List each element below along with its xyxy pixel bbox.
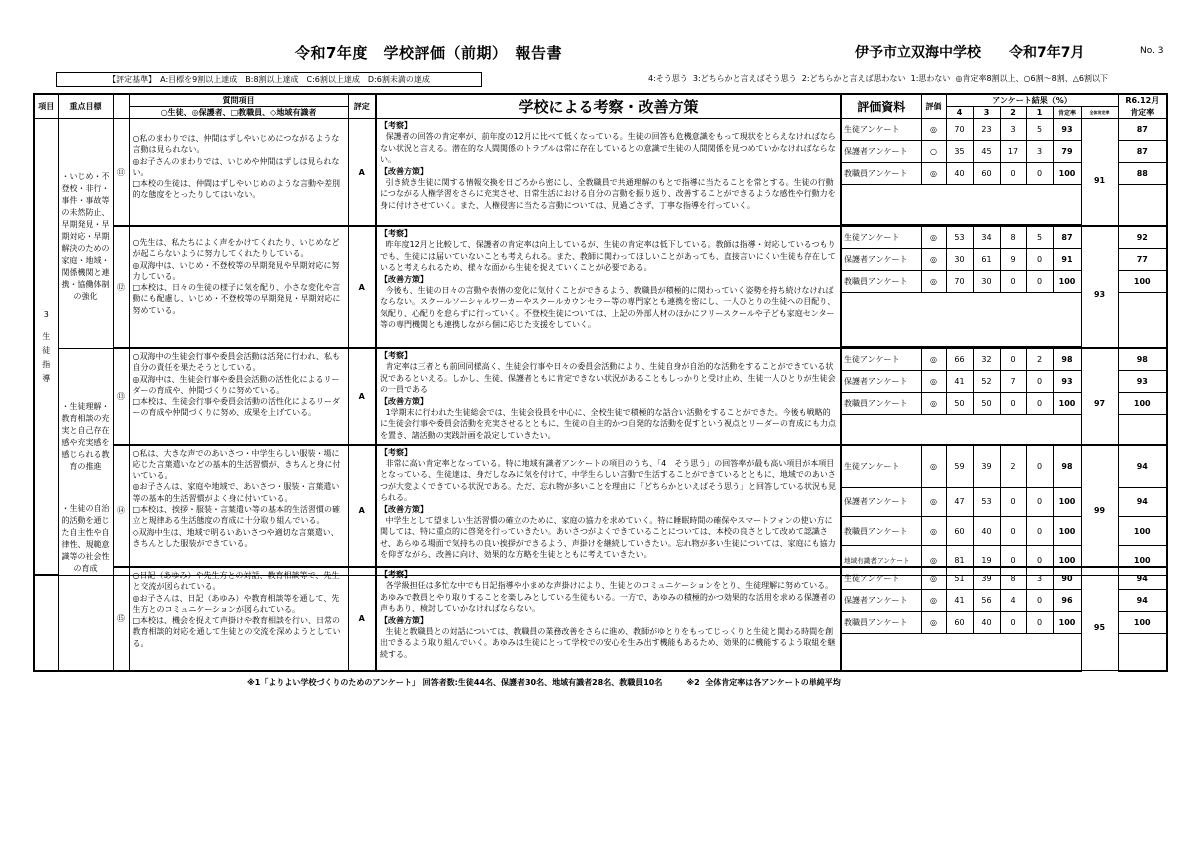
- survey-eval: ◎: [921, 487, 946, 516]
- question-staff: □本校は、生徒会行事や委員会活動の活性化によるリーダーの育成や仲間づくりに努め、成果を上げている。: [132, 397, 341, 418]
- survey-rate: 100: [1053, 487, 1081, 516]
- header-col2: 2: [1000, 107, 1026, 119]
- row-number: ⑫: [113, 226, 129, 348]
- survey-v1: 3: [1026, 141, 1053, 163]
- question-cell: [129, 119, 348, 227]
- survey-v1: 2: [1026, 348, 1053, 371]
- survey-v2: 0: [1000, 163, 1026, 185]
- survey-v3: 39: [973, 567, 1000, 590]
- observation-text: 各学級担任は多忙な中でも日記指導や小まめな声掛けにより、生徒とのコミュニケーションをとり、生徒理解に努めている。あゆみで教員とやり取りすることを楽しみとしている生徒もいる。一方で、あゆみの積極的かつ効果的な活用を求める保護者の声もあり、検討していかなければならない。: [380, 581, 836, 614]
- survey-v2: 0: [1000, 517, 1026, 546]
- plan-text: 1学期末に行われた生徒総会では、生徒会役員を中心に、全校生徒で積極的な話合い活動をすることができた。今後も戦略的に生徒会行事や委員会活動を充実させるとともに、生徒の自主的かつ自発的な活動を促すという視点とリーダーの育成にも力点を置き、諸活動の実践計画を設定していきたい。: [380, 408, 836, 440]
- question-student: ○日記（あゆみ）や先生方との対話、教育相談等で、先生と交流が図られている。: [132, 571, 340, 592]
- header-category: 項目: [34, 94, 58, 119]
- school-name-date: 伊予市立双海中学校 令和7年7月: [855, 45, 1085, 61]
- survey-eval: ◎: [921, 371, 946, 393]
- plan-heading: 【改善方策】: [380, 274, 428, 284]
- survey-v4: 30: [946, 249, 973, 271]
- survey-prev: 100: [1118, 271, 1167, 293]
- survey-eval: ◎: [921, 546, 946, 575]
- observation-heading: 【考察】: [380, 121, 412, 130]
- question-staff: □本校の生徒は、仲間はずしやいじめのような言動や差別的な態度をとったりしてはいない。: [132, 179, 341, 200]
- survey-v4: 59: [946, 445, 973, 488]
- survey-v4: 60: [946, 612, 973, 634]
- survey-rate: 100: [1053, 393, 1081, 415]
- survey-source: 教職員アンケート: [841, 271, 921, 293]
- survey-blank: [841, 415, 1081, 445]
- survey-prev: 94: [1118, 590, 1167, 612]
- survey-v3: 50: [973, 393, 1000, 415]
- survey-v1: 0: [1026, 271, 1053, 293]
- survey-v1: 0: [1026, 445, 1053, 488]
- survey-v4: 41: [946, 590, 973, 612]
- header-col4: 4: [946, 107, 973, 119]
- survey-prev: 93: [1118, 371, 1167, 393]
- category-number: 3: [43, 309, 49, 319]
- observation-text: 非常に高い肯定率となっている。特に地域有識者アンケートの項目のうち、「4 そう思う」の回答率が最も高い項目が本項目となっている、生徒達は、身だしなみに気を付けて、中学生らしい言動で生活することができているとともに、地域でのあいさつが大変よくできている状況である。ただ、忘れ物が多いことを理由に「どちらかといえばそう思う」と回答している状況も見られる。: [380, 458, 836, 503]
- survey-source: 保護者アンケート: [841, 487, 921, 516]
- survey-source: 生徒アンケート: [841, 348, 921, 371]
- overall-rate: 93: [1081, 226, 1118, 348]
- grade-cell: A: [348, 445, 376, 576]
- plan-heading: 【改善方策】: [380, 615, 428, 625]
- survey-v3: 60: [973, 163, 1000, 185]
- survey-v3: 56: [973, 590, 1000, 612]
- observation-heading: 【考察】: [380, 351, 412, 360]
- goal-3: ・生徒の自治的活動を通じた自主性や自律性、規範意識等の社会性の育成: [61, 503, 110, 573]
- grading-criteria: 【評定基準】 A:目標を9割以上達成 B:8割以上達成 C:6割以上達成 D:6割未満の達成: [56, 72, 482, 87]
- survey-source: 生徒アンケート: [841, 119, 921, 141]
- survey-v1: 0: [1026, 163, 1053, 185]
- question-parent: ◎双海中は、生徒会行事や委員会活動の活性化によるリーダーの育成や、仲間づくりに努めている。: [132, 374, 340, 395]
- header-grade: 評定: [348, 94, 376, 119]
- survey-v4: 51: [946, 567, 973, 590]
- question-student: ○私のまわりでは、仲間はずしやいじめにつながるような言動は見られない。: [132, 134, 340, 155]
- survey-v1: 3: [1026, 567, 1053, 590]
- survey-eval: ◎: [921, 393, 946, 415]
- survey-rate: 91: [1053, 249, 1081, 271]
- question-cell: [129, 348, 348, 445]
- survey-source: 保護者アンケート: [841, 371, 921, 393]
- survey-v1: 0: [1026, 612, 1053, 634]
- survey-eval: ◎: [921, 249, 946, 271]
- survey-v4: 60: [946, 517, 973, 546]
- survey-blank: [841, 185, 1081, 225]
- header-rate: 肯定率: [1053, 107, 1081, 119]
- evaluation-table: [33, 93, 1168, 576]
- survey-prev: 100: [1118, 517, 1167, 546]
- survey-v1: 0: [1026, 249, 1053, 271]
- report-title: 令和7年度 学校評価（前期） 報告書: [295, 44, 562, 62]
- footnote: ※1「よりよい学校づくりのためのアンケート」 回答者数:生徒44名、保護者30名、地域有識者28名、教職員10名 ※2 全体肯定率は各アンケートの単純平均: [247, 678, 841, 687]
- survey-v2: 0: [1000, 487, 1026, 516]
- observation-text: 肯定率は三者とも前回同様高く、生徒会行事や日々の委員会活動により、生徒自身が自治的な活動をすることができている状況であるといえる。しかし、生徒、保護者ともに肯定できない状況があることもしっかりと受け止め、生徒一人ひとりが生徒会の一員である: [380, 362, 836, 395]
- survey-v2: 0: [1000, 393, 1026, 415]
- survey-v3: 45: [973, 141, 1000, 163]
- survey-legend: 4:そう思う 3:どちらかと言えばそう思う 2:どちらかと言えば思わない 1:思わない ◎肯定率8割以上、○6割～8割、△6割以下: [648, 74, 1108, 83]
- row-number: ⑪: [113, 119, 129, 227]
- header-eval: 評価: [921, 94, 946, 119]
- survey-rate: 87: [1053, 226, 1081, 249]
- survey-v3: 19: [973, 546, 1000, 575]
- survey-v3: 53: [973, 487, 1000, 516]
- observation-heading: 【考察】: [380, 229, 412, 238]
- survey-rate: 100: [1053, 546, 1081, 575]
- observation-text: 昨年度12月と比較して、保護者の肯定率は向上しているが、生徒の肯定率は低下している。教師は指導・対応しているつもりでも、生徒には届いていないことも考えられる。また、教師に関わってほしいことがあっても、直接言いにくい生徒も存在していると考えられるため、様々な面から生徒を捉えていくことが必要である。: [380, 240, 836, 273]
- question-student: ○先生は、私たちによく声をかけてくれたり、いじめなどが起こらないように努力してくれたりしている。: [132, 238, 340, 259]
- survey-v2: 9: [1000, 249, 1026, 271]
- header-question-items: 質問項目: [129, 94, 348, 107]
- survey-source: 保護者アンケート: [841, 249, 921, 271]
- prev-blank: [1118, 185, 1167, 227]
- survey-v3: 34: [973, 226, 1000, 249]
- survey-v2: 0: [1000, 612, 1026, 634]
- question-student: ○私は、大きな声でのあいさつ・中学生らしい服装・場に応じた言葉遣いなどの基本的生活習慣が、きちんと身に付いている。: [132, 448, 341, 481]
- question-cell: [129, 567, 348, 671]
- survey-source: 保護者アンケート: [841, 141, 921, 163]
- question-staff: □本校は、挨拶・服装・言葉遣い等の基本的生活習慣の確立と規律ある生活態度の育成に十分取り組んでいる。: [132, 504, 341, 526]
- survey-v4: 53: [946, 226, 973, 249]
- survey-v3: 32: [973, 348, 1000, 371]
- plan-text: 今後も、生徒の日々の言動や表情の変化に気付くことができるよう、教職員が積極的に関わっていく姿勢を持ち続けなければならない。スクールソーシャルワーカーやスクールカウンセラー等の専門家とも連携を密にし、一人ひとりの生徒への目配り、気配り、心配りを怠らずに行っていく。不登校生徒については、上記の外部人材のほかにフリースクールや子ども家庭センター等の専門機関とも連携しながら個に応じた支援をしていく。: [380, 286, 836, 330]
- survey-v1: 0: [1026, 517, 1053, 546]
- survey-v3: 52: [973, 371, 1000, 393]
- plan-text: 生徒と教職員との対話については、教職員の業務改善をさらに進め、教師がゆとりをもってじっくりと生徒と関わる時間を創出できるよう取り組んでいく。あゆみは生徒にとって学校での安心を生み出す機能もあるため、効果的に機能するよう取組を継続する。: [380, 627, 836, 659]
- survey-v3: 30: [973, 271, 1000, 293]
- survey-eval: ◎: [921, 567, 946, 590]
- header-material: 評価資料: [841, 94, 921, 119]
- survey-blank: [841, 293, 1081, 347]
- survey-v3: 40: [973, 517, 1000, 546]
- survey-rate: 93: [1053, 371, 1081, 393]
- survey-v2: 8: [1000, 226, 1026, 249]
- goal-2: ・生徒理解・教育相談の充実と自己存在感や充実感を感じられる教育の推進: [61, 401, 110, 471]
- survey-rate: 100: [1053, 612, 1081, 634]
- survey-prev: 94: [1118, 567, 1167, 590]
- overall-rate: 91: [1081, 119, 1118, 227]
- survey-rate: 90: [1053, 567, 1081, 590]
- question-staff: □本校は、日々の生徒の様子に気を配り、小さな変化や言動にも配慮し、いじめ・不登校等の早期発見・早期対応に努めている。: [132, 283, 341, 315]
- page-number: No. 3: [1140, 46, 1164, 56]
- question-cell: [129, 445, 348, 576]
- header-col1: 1: [1026, 107, 1053, 119]
- overall-rate: 99: [1081, 445, 1118, 576]
- survey-v4: 66: [946, 348, 973, 371]
- header-observation: 学校による考察・改善方策: [376, 94, 841, 119]
- header-col3: 3: [973, 107, 1000, 119]
- survey-v4: 70: [946, 271, 973, 293]
- survey-source: 教職員アンケート: [841, 393, 921, 415]
- survey-v4: 35: [946, 141, 973, 163]
- survey-eval: ◎: [921, 612, 946, 634]
- survey-rate: 96: [1053, 590, 1081, 612]
- question-parent: ◎お子さんのまわりでは、いじめや仲間はずしは見られない。: [132, 156, 340, 177]
- survey-v3: 40: [973, 612, 1000, 634]
- observation-text: 保護者の回答の肯定率が、前年度の12月に比べて低くなっている。生徒の回答も危機意識をもって現状をとらえなければならない状況と言える。潜在的な人間関係のトラブルは常に存在しているとの意識で生徒の人間関係を見つめていかなければならない。: [380, 132, 836, 165]
- survey-prev: 87: [1118, 119, 1167, 141]
- survey-v2: 0: [1000, 546, 1026, 575]
- survey-rate: 98: [1053, 348, 1081, 371]
- survey-eval: ◎: [921, 119, 946, 141]
- survey-eval: ◎: [921, 445, 946, 488]
- header-prev-label: R6.12月: [1118, 94, 1167, 107]
- question-staff: □本校は、機会を捉えて声掛けや教育相談を行い、日常の教育相談的対応を通して生徒との交流を深めようとしている。: [132, 616, 341, 648]
- survey-source: 生徒アンケート: [841, 445, 921, 488]
- evaluation-table-continued: [33, 566, 1168, 672]
- survey-prev: 87: [1118, 141, 1167, 163]
- survey-v2: 7: [1000, 371, 1026, 393]
- goal-cell-continued: [58, 567, 113, 671]
- question-student: ○双海中の生徒会行事や委員会活動は活発に行われ、私も自分の責任を果たそうとしている。: [132, 352, 340, 373]
- survey-v2: 0: [1000, 271, 1026, 293]
- survey-v2: 4: [1000, 590, 1026, 612]
- question-community: ◇双海中生は、地域で明るいあいさつや適切な言葉遣い、きちんとした服装ができている。: [132, 527, 339, 548]
- grade-cell: A: [348, 119, 376, 227]
- survey-v1: 0: [1026, 393, 1053, 415]
- observation-cell: [376, 567, 841, 671]
- question-cell: [129, 226, 348, 348]
- survey-prev: 100: [1118, 393, 1167, 415]
- survey-v4: 50: [946, 393, 973, 415]
- survey-blank: [841, 634, 1081, 671]
- plan-heading: 【改善方策】: [380, 396, 428, 406]
- prev-blank: [1118, 293, 1167, 349]
- goal-cell-1: [58, 119, 113, 349]
- observation-heading: 【考察】: [380, 447, 412, 457]
- survey-source: 教職員アンケート: [841, 517, 921, 546]
- overall-rate: 95: [1081, 567, 1118, 671]
- grade-cell: A: [348, 567, 376, 671]
- row-number: ⑬: [113, 348, 129, 445]
- observation-heading: 【考察】: [380, 570, 412, 579]
- survey-eval: ◎: [921, 517, 946, 546]
- survey-prev: 94: [1118, 445, 1167, 488]
- survey-v2: 8: [1000, 567, 1026, 590]
- survey-rate: 79: [1053, 141, 1081, 163]
- grade-cell: A: [348, 226, 376, 348]
- survey-rate: 93: [1053, 119, 1081, 141]
- survey-prev: 94: [1118, 487, 1167, 516]
- question-parent: ◎お子さんは、日記（あゆみ）や教育相談等を通して、先生方とのコミュニケーションが図られている。: [132, 593, 340, 614]
- survey-v4: 47: [946, 487, 973, 516]
- survey-v4: 41: [946, 371, 973, 393]
- survey-v4: 40: [946, 163, 973, 185]
- survey-eval: ◎: [921, 348, 946, 371]
- goal-1: ・いじめ・不登校・非行・事件・事故等の未然防止、早期発見・早期対応・早期解決のための家庭・地域・関係機関と連携・協働体制の強化: [61, 172, 110, 301]
- category-name: 生徒指導: [42, 331, 51, 383]
- survey-rate: 100: [1053, 271, 1081, 293]
- plan-text: 中学生として望ましい生活習慣の確立のために、家庭の協力を求めていく。特に睡眠時間の確保やスマートフォンの使い方に関しては、特に重点的に啓発を行っていきたい。あいさつがよくできていることについては、本校の良さとして改めて認識させ、あらゆる場面で気持ちの良い挨拶ができるよう、声掛けを継続していきたい。忘れ物が多い生徒については、家庭にも協力を仰ぎながら、改善に向け、効果的な方略を生徒とともに考えていきたい。: [380, 515, 836, 560]
- survey-source: 生徒アンケート: [841, 567, 921, 590]
- plan-heading: 【改善方策】: [380, 504, 428, 514]
- question-parent: ◎お子さんは、家庭や地域で、あいさつ・服装・言葉遣い等の基本的生活習慣がよく身に付いている。: [132, 482, 340, 503]
- survey-v2: 2: [1000, 445, 1026, 488]
- survey-v2: 3: [1000, 119, 1026, 141]
- survey-v1: 0: [1026, 487, 1053, 516]
- prev-blank: [1118, 634, 1167, 671]
- survey-source: 保護者アンケート: [841, 590, 921, 612]
- survey-eval: ◎: [921, 163, 946, 185]
- category-cell-continued: [34, 567, 58, 671]
- header-question-legend: ○生徒、◎保護者、□教職員、◇地域有識者: [129, 107, 348, 119]
- survey-v3: 61: [973, 249, 1000, 271]
- survey-rate: 100: [1053, 517, 1081, 546]
- category-cell: [34, 119, 58, 576]
- survey-prev: 77: [1118, 249, 1167, 271]
- survey-eval: ○: [921, 141, 946, 163]
- header-num: [113, 94, 129, 119]
- survey-rate: 98: [1053, 445, 1081, 488]
- header-survey-results: アンケート結果（%）: [946, 94, 1118, 107]
- survey-prev: 98: [1118, 348, 1167, 371]
- survey-prev: 92: [1118, 226, 1167, 249]
- observation-cell: [376, 445, 841, 576]
- grade-cell: A: [348, 348, 376, 445]
- survey-v1: 0: [1026, 546, 1053, 575]
- row-number: ⑮: [113, 567, 129, 671]
- survey-v4: 70: [946, 119, 973, 141]
- survey-rate: 100: [1053, 163, 1081, 185]
- overall-rate: 97: [1081, 348, 1118, 445]
- survey-eval: ◎: [921, 590, 946, 612]
- plan-text: 引き続き生徒に関する情報交換を日ごろから密にし、全教職員で共通理解のもとで指導に当たることを常とする。生徒の行動につながる人権学習をさらに充実させ、日常生活における自分の言動を振り返り、改善することができるような感性や行動力を身に付けさせていく。また、人権侵害に当たる言動については、見過ごさず、丁寧な指導を行っていく。: [380, 178, 836, 210]
- survey-v1: 5: [1026, 119, 1053, 141]
- survey-v1: 0: [1026, 590, 1053, 612]
- survey-source: 生徒アンケート: [841, 226, 921, 249]
- question-parent: ◎双海中は、いじめ・不登校等の早期発見や早期対応に努力している。: [132, 260, 340, 281]
- goal-cell-2: [58, 348, 113, 575]
- prev-blank: [1118, 415, 1167, 445]
- survey-prev: 100: [1118, 612, 1167, 634]
- row-number: ⑭: [113, 445, 129, 576]
- survey-v1: 0: [1026, 371, 1053, 393]
- survey-eval: ◎: [921, 226, 946, 249]
- observation-cell: [376, 348, 841, 445]
- header-overall-rate: 全体肯定率: [1081, 107, 1118, 119]
- survey-v2: 0: [1000, 348, 1026, 371]
- survey-v4: 81: [946, 546, 973, 575]
- survey-source: 地域有識者アンケート: [841, 546, 921, 575]
- survey-v3: 39: [973, 445, 1000, 488]
- survey-source: 教職員アンケート: [841, 612, 921, 634]
- survey-prev: 88: [1118, 163, 1167, 185]
- survey-source: 教職員アンケート: [841, 163, 921, 185]
- survey-v2: 17: [1000, 141, 1026, 163]
- header-goal: 重点目標: [58, 94, 113, 119]
- observation-cell: [376, 226, 841, 348]
- survey-prev: 100: [1118, 546, 1167, 575]
- header-prev-rate: 肯定率: [1118, 107, 1167, 119]
- observation-cell: [376, 119, 841, 227]
- plan-heading: 【改善方策】: [380, 166, 428, 176]
- survey-eval: ◎: [921, 271, 946, 293]
- survey-v1: 5: [1026, 226, 1053, 249]
- survey-v3: 23: [973, 119, 1000, 141]
